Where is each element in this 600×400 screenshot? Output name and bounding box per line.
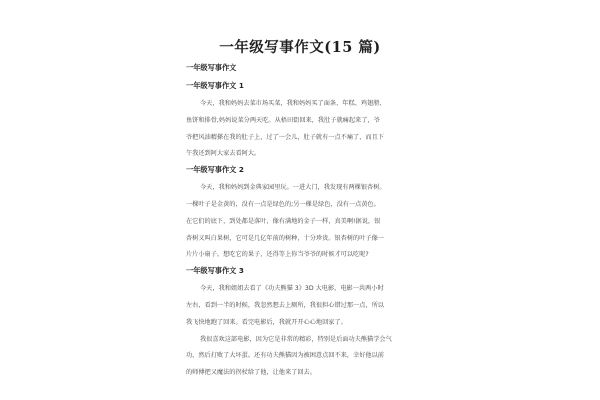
section-3-heading: 一年级写事作文 3 <box>186 266 244 276</box>
section-3 <box>186 265 418 381</box>
section-2-line: 杏树又叫白果树，它可是几亿年前的树种，十分珍贵。银杏树的叶子像一 <box>186 234 384 242</box>
section-3-line: 的师傅把又魔法的拐杖给了他，让他来了回去。 <box>186 369 316 377</box>
section-1-line: 爷把风油精搽在我的肚子上，过了一会儿，肚子就有一点不痛了，而且下 <box>186 133 384 141</box>
section-1-line: 今天，我和妈妈去菜市场买菜，我和妈妈买了面条、年糕、鸡翅膀、 <box>200 100 386 107</box>
main-heading: 一年级写事作文 <box>186 63 237 72</box>
section-3-line: 我飞快地跑了回来。看完电影后，我就开开心心地回家了。 <box>186 318 347 326</box>
section-3-line: 功，然后打败了大坏蛋。还有功夫熊猫因为被困意点回不来，幸好他以前 <box>186 352 384 360</box>
section-3-line: 我很喜欢这部电影，因为它是非常的精彩，特别是后面功夫熊猫学会气 <box>200 335 392 343</box>
section-2-line: 一棵叶子是金黄的，没有一点是绿色的;另一棵是绿色，没有一点黄色。 <box>186 200 380 208</box>
section-1 <box>186 80 418 162</box>
section-1-line: 鱼饼和排骨,妈妈说菜分两天吃。从梧田街回来，我肚子就痛起来了，爷 <box>186 116 380 124</box>
document-body <box>186 62 418 383</box>
section-3-line: 今天，我和姐姐去看了《功夫熊猫 3》3D 大电影，电影一共两小时 <box>200 285 384 293</box>
section-2-heading: 一年级写事作文 2 <box>186 165 244 175</box>
document-title: 一年级写事作文(15 篇) <box>219 39 381 56</box>
section-1-line: 午我还到阿大家去看阿大。 <box>186 150 261 158</box>
section-2-line: 在它们的底下，到处都是落叶，像有满地的金子一样，真美啊!据说，银 <box>186 217 381 225</box>
section-2 <box>186 164 418 263</box>
section-1-heading: 一年级写事作文 1 <box>186 81 244 90</box>
section-2-line: 今天，我和妈妈到金典家园里玩。一进大门，我发现有两棵银杏树。 <box>200 184 386 192</box>
section-3-line: 左右，看到一半的时候，我忽然想去上厕所，我很担心错过那一点，所以 <box>186 301 384 309</box>
section-2-line: 片片小扇子。想吃它的果子，还得等上你当爷爷的时候才可以吃呢? <box>186 251 369 259</box>
